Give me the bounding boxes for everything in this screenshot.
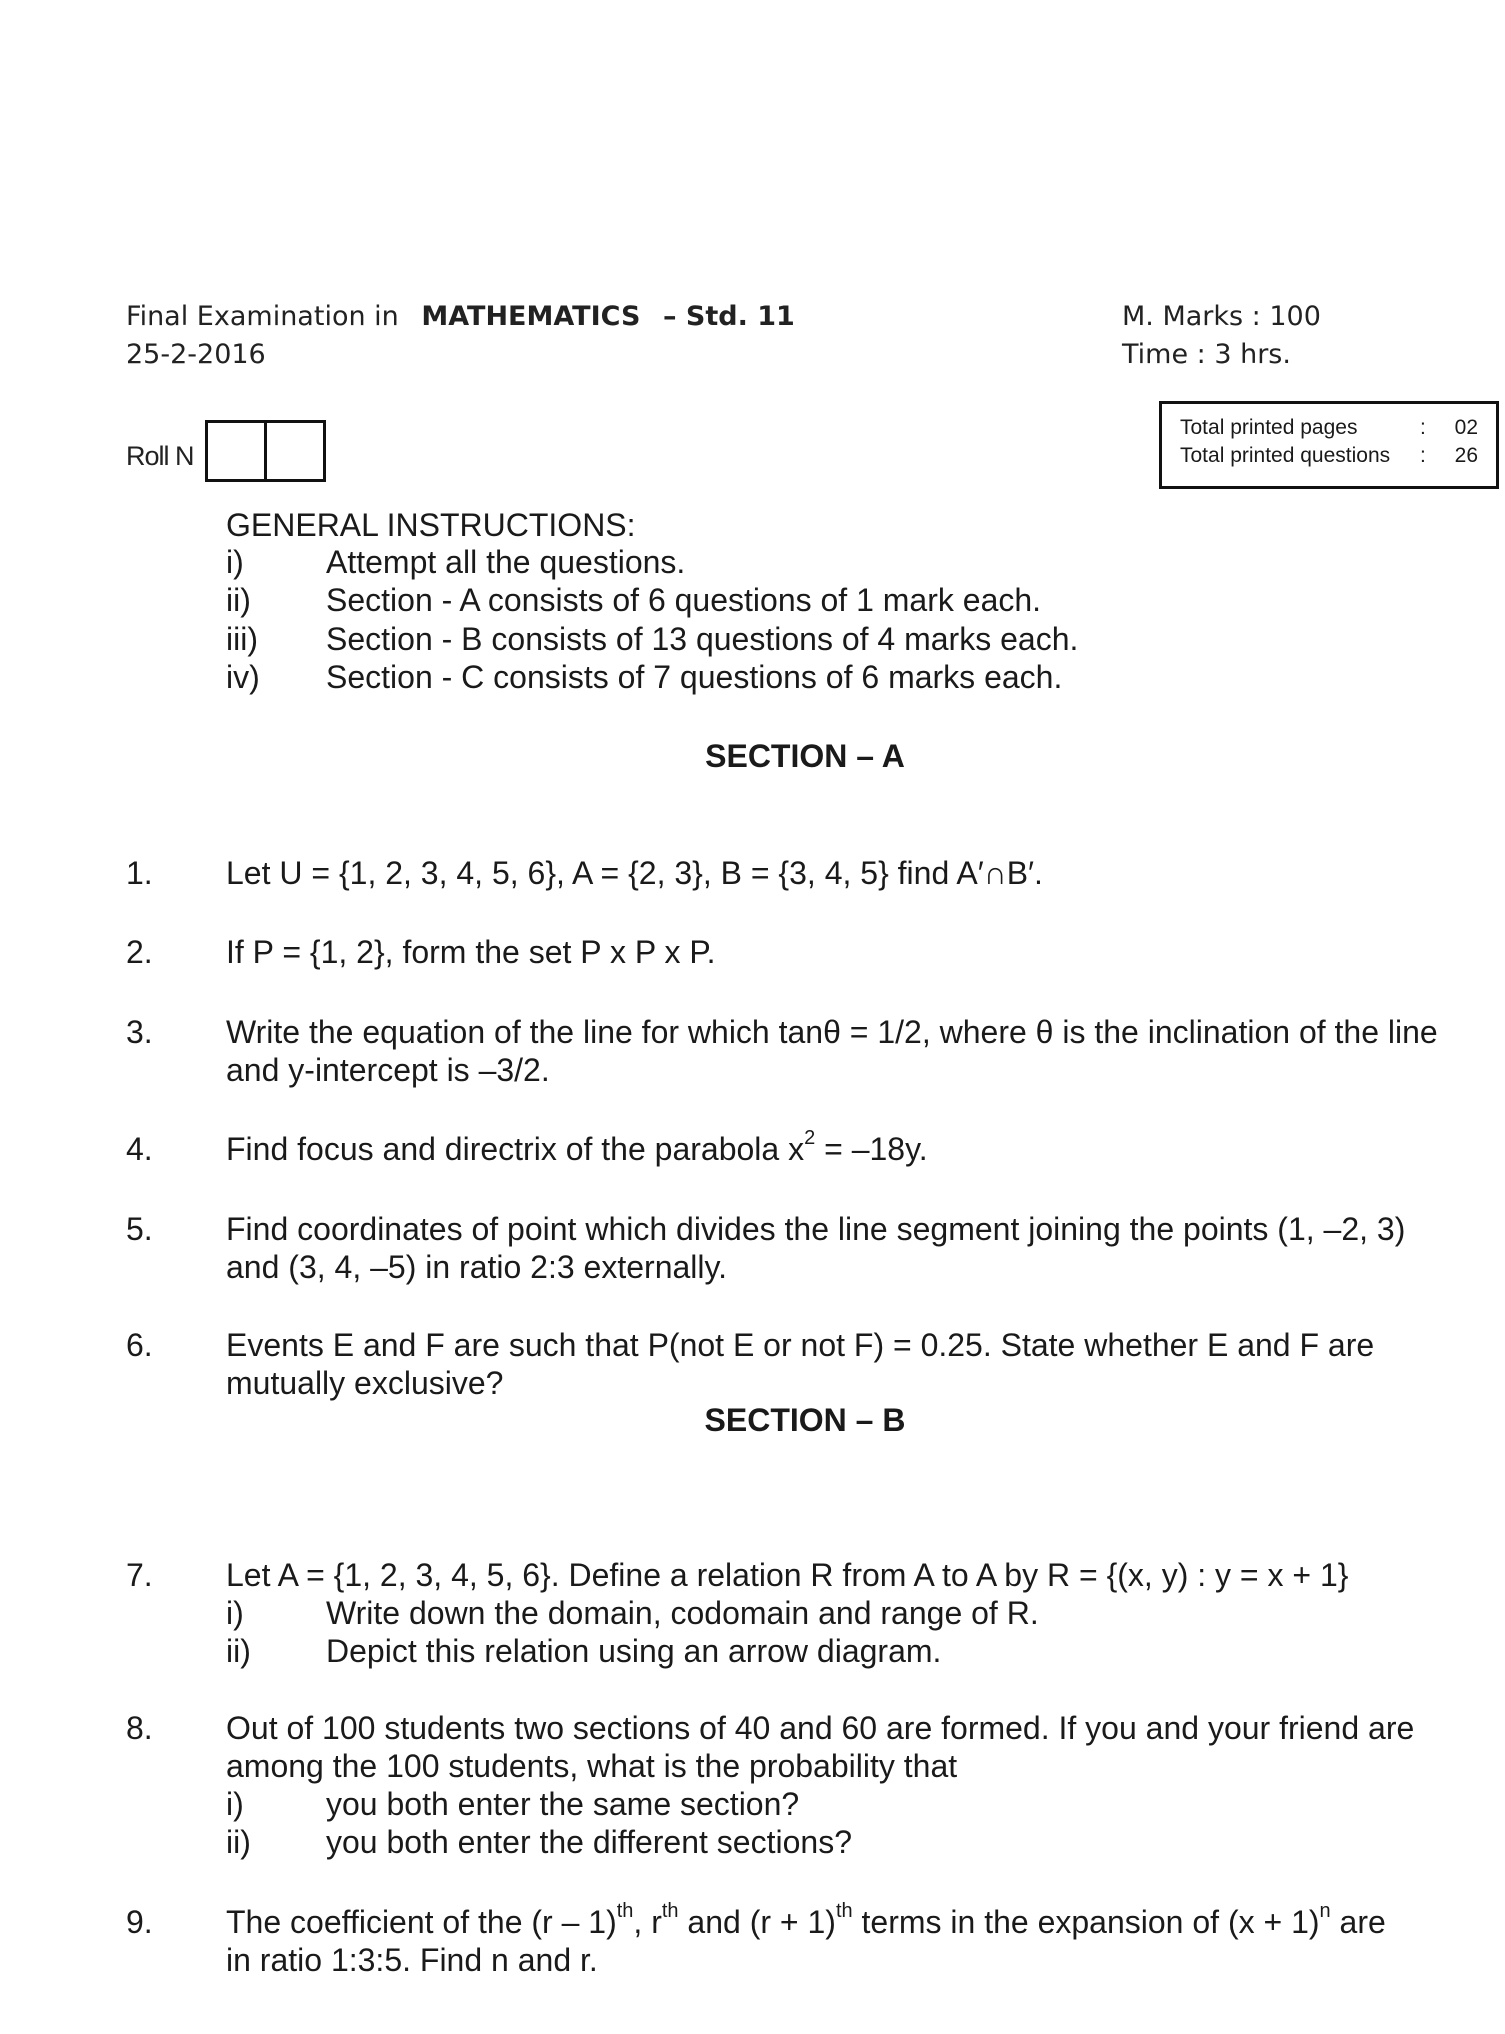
roll-number-label: Roll N [126, 441, 194, 471]
question-text: = –18y. [815, 1131, 928, 1167]
superscript: th [661, 1900, 679, 1923]
question-number: 9. [126, 1904, 153, 1940]
printed-questions-value: 26 [1454, 444, 1478, 467]
question-line: in ratio 1:3:5. Find n and r. [226, 1942, 598, 1978]
question-body [226, 1556, 1496, 1670]
question-3 [126, 1013, 1496, 1089]
instruction-item [226, 658, 1062, 696]
instruction-text: Attempt all the questions. [326, 544, 686, 580]
question-text: terms in the expansion of (x + 1) [852, 1904, 1320, 1940]
roll-number-box-2[interactable] [264, 420, 326, 482]
subpart-numeral: ii) [226, 1824, 251, 1860]
printed-questions-row [1180, 442, 1478, 470]
instruction-numeral: ii) [226, 582, 251, 618]
subpart-text: you both enter the same section? [326, 1786, 800, 1822]
question-text: Find focus and directrix of the parabola x [226, 1131, 805, 1167]
question-number: 5. [126, 1211, 153, 1247]
question-body [226, 1709, 1496, 1861]
printed-pages-label: Total printed pages [1180, 416, 1358, 439]
subpart-text: you both enter the different sections? [326, 1824, 852, 1860]
question-9 [126, 1900, 1496, 1979]
question-number: 2. [126, 934, 153, 970]
question-line: among the 100 students, what is the probability that [226, 1748, 958, 1784]
question-number: 8. [126, 1710, 153, 1746]
instruction-numeral: iii) [226, 621, 258, 657]
question-text: If P = {1, 2}, form the set P x P x P. [226, 934, 716, 970]
section-a-title: SECTION – A [705, 738, 905, 774]
question-number: 4. [126, 1131, 153, 1167]
instruction-item [226, 581, 1041, 619]
question-number: 6. [126, 1327, 153, 1363]
subpart-text: Depict this relation using an arrow diagram. [326, 1633, 942, 1669]
question-line: Events E and F are such that P(not E or not F) = 0.25. State whether E and F are [226, 1327, 1375, 1363]
printed-info-box [1159, 401, 1499, 489]
question-number: 3. [126, 1014, 153, 1050]
question-line: Find coordinates of point which divides the line segment joining the points (1, –2, 3) [226, 1211, 1406, 1247]
subpart-numeral: ii) [226, 1633, 251, 1669]
subpart-numeral: i) [226, 1595, 244, 1631]
exam-title-line [126, 299, 795, 335]
printed-pages-separator: : [1420, 416, 1426, 439]
question-text: The coefficient of the (r – 1) [226, 1904, 617, 1940]
question-line: mutually exclusive? [226, 1365, 504, 1401]
question-number: 1. [126, 855, 153, 891]
subpart-text: Write down the domain, codomain and range of R. [326, 1595, 1039, 1631]
instruction-text: Section - B consists of 13 questions of 4 marks each. [326, 621, 1079, 657]
question-body [226, 1900, 1496, 1979]
subpart-numeral: i) [226, 1786, 244, 1822]
question-text: are [1330, 1904, 1386, 1940]
question-body [226, 1326, 1496, 1402]
instruction-text: Section - C consists of 7 questions of 6 marks each. [326, 659, 1063, 695]
question-6 [126, 1326, 1496, 1402]
printed-questions-separator: : [1420, 444, 1426, 467]
printed-pages-row [1180, 414, 1478, 442]
instructions-title: GENERAL INSTRUCTIONS: [226, 507, 636, 543]
printed-pages-value: 02 [1454, 416, 1478, 439]
question-line: and y-intercept is –3/2. [226, 1052, 550, 1088]
printed-questions-label: Total printed questions [1180, 444, 1391, 467]
exam-std: – Std. 11 [663, 301, 795, 332]
exam-prefix: Final Examination in [126, 301, 399, 332]
question-body [226, 1013, 1496, 1089]
question-text: Let U = {1, 2, 3, 4, 5, 6}, A = {2, 3}, B = {3, 4, 5} find A′∩B′. [226, 855, 1043, 891]
superscript: th [835, 1900, 853, 1923]
superscript: 2 [804, 1127, 816, 1150]
question-line: Write the equation of the line for which tanθ = 1/2, where θ is the inclination of the line [226, 1014, 1438, 1050]
superscript: th [616, 1900, 634, 1923]
question-2 [126, 933, 1496, 971]
instruction-text: Section - A consists of 6 questions of 1 mark each. [326, 582, 1042, 618]
exam-date: 25-2-2016 [126, 339, 266, 370]
exam-time: Time : 3 hrs. [1122, 339, 1291, 370]
instruction-numeral: iv) [226, 659, 260, 695]
superscript: n [1319, 1900, 1331, 1923]
question-line: and (3, 4, –5) in ratio 2:3 externally. [226, 1249, 728, 1285]
question-text: and (r + 1) [678, 1904, 836, 1940]
question-subpart [226, 1823, 1496, 1861]
question-number: 7. [126, 1557, 153, 1593]
exam-subject: MATHEMATICS [421, 301, 641, 332]
question-body [226, 1127, 1496, 1168]
instruction-item [226, 543, 685, 581]
question-line [226, 1900, 1496, 1941]
roll-number-box-1[interactable] [205, 420, 267, 482]
question-subpart [226, 1594, 1496, 1632]
instruction-item [226, 620, 1078, 658]
max-marks: M. Marks : 100 [1122, 301, 1321, 332]
question-4 [126, 1127, 1496, 1168]
question-1 [126, 854, 1496, 892]
question-body [226, 1210, 1496, 1286]
question-subpart [226, 1632, 1496, 1670]
question-8 [126, 1709, 1496, 1861]
question-5 [126, 1210, 1496, 1286]
section-b-title: SECTION – B [704, 1402, 906, 1438]
question-7 [126, 1556, 1496, 1670]
question-text: , r [633, 1904, 662, 1940]
instruction-numeral: i) [226, 544, 244, 580]
question-line: Out of 100 students two sections of 40 and 60 are formed. If you and your friend are [226, 1710, 1415, 1746]
question-subpart [226, 1785, 1496, 1823]
question-line: Let A = {1, 2, 3, 4, 5, 6}. Define a relation R from A to A by R = {(x, y) : y = x + 1} [226, 1557, 1349, 1593]
